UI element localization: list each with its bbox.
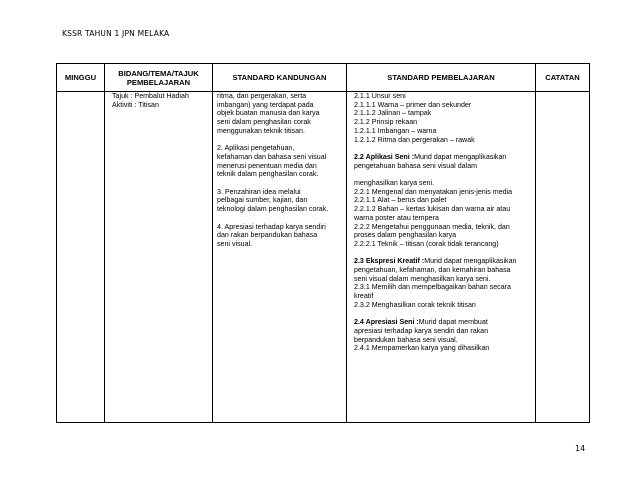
text-line: 2.2.2.1 Teknik – titisan (corak tidak terancang) bbox=[354, 239, 499, 248]
text-line: objek buatan manusia dan karya bbox=[217, 109, 320, 118]
column-header-minggu: MINGGU bbox=[57, 64, 105, 92]
text-line: 1.2.1.1 Imbangan – warna bbox=[354, 126, 437, 135]
text-line: menggunakan teknik titisan. bbox=[217, 126, 305, 135]
text-line: berpandukan bahasa seni visual. bbox=[354, 335, 458, 344]
cell-bidang bbox=[105, 92, 213, 423]
text-line: 2.2.1.1 Alat – berus dan palet bbox=[354, 196, 447, 205]
cell-catatan bbox=[536, 92, 590, 423]
text-line: 2.4.1 Mempamerkan karya yang dihasilkan bbox=[354, 344, 490, 353]
sp-section-2-1 bbox=[354, 92, 531, 144]
text-line: 2.3.2 Menghasilkan corak teknik titisan bbox=[354, 300, 476, 309]
text-line: imbangan) yang terdapat pada bbox=[217, 100, 314, 109]
text-line: 2.3.1 Memilih dan mempelbagaikan bahan secara bbox=[354, 283, 511, 292]
table-row bbox=[57, 92, 590, 423]
text-line: dan rakan berpandukan bahasa bbox=[217, 231, 318, 240]
text-line: 2.1.1 Unsur seni bbox=[354, 92, 406, 100]
text-line: menerusi penentuan media dan bbox=[217, 161, 317, 170]
cell-minggu bbox=[57, 92, 105, 423]
text-line: 2.2.1 Mengenal dan menyatakan jenis-jenis media bbox=[354, 187, 513, 196]
text-span: Murid dapat membuat bbox=[418, 318, 488, 327]
text-line: pengetahuan bahasa seni visual dalam bbox=[354, 161, 478, 170]
section-heading: 2.4 Apresiasi Seni : bbox=[354, 318, 419, 327]
sp-section-2-2 bbox=[354, 153, 531, 170]
sk-paragraph-4 bbox=[217, 223, 342, 249]
text-line: ritma, dan pergerakan, serta bbox=[217, 92, 307, 100]
text-line bbox=[354, 153, 531, 162]
text-line bbox=[354, 318, 531, 327]
cell-standard-pembelajaran bbox=[347, 92, 536, 423]
text-line: proses dalam penghasilan karya bbox=[354, 231, 457, 240]
text-line: warna poster atau tempera bbox=[354, 213, 439, 222]
section-heading: 2.2 Aplikasi Seni : bbox=[354, 152, 415, 161]
text-line: 2.1.1.2 Jalinan – tampak bbox=[354, 109, 432, 118]
text-line: pengetahuan, kefahaman, dan kemahiran bahasa bbox=[354, 266, 511, 275]
sk-paragraph-3 bbox=[217, 188, 342, 214]
document-header: KSSR TAHUN 1 JPN MELAKA bbox=[62, 29, 170, 38]
section-heading: 2.3 Ekspresi Kreatif : bbox=[354, 257, 425, 266]
text-line: 2.1.2 Prinsip rekaan bbox=[354, 118, 418, 127]
text-line: teknik dalam penghasilan corak. bbox=[217, 170, 319, 179]
column-header-catatan: CATATAN bbox=[536, 64, 590, 92]
column-header-standard-pembelajaran: STANDARD PEMBELAJARAN bbox=[347, 64, 536, 92]
text-line: 2. Aplikasi pengetahuan, bbox=[217, 144, 295, 153]
column-header-bidang: BIDANG/TEMA/TAJUK PEMBELAJARAN bbox=[105, 64, 213, 92]
sk-paragraph-1 bbox=[217, 92, 342, 136]
sp-section-2-2-detail bbox=[354, 179, 531, 249]
text-span: Murid dapat mengaplikasikan bbox=[414, 152, 507, 161]
sk-paragraph-2 bbox=[217, 144, 342, 179]
text-span: Murid dapat mengaplikasikan bbox=[424, 257, 517, 266]
text-line: apresiasi terhadap karya sendiri dan rakan bbox=[354, 326, 489, 335]
text-line: 4. Apresiasi terhadap karya sendiri bbox=[217, 222, 326, 231]
text-line: seni visual. bbox=[217, 239, 253, 248]
lesson-plan-table bbox=[56, 63, 590, 423]
text-line: kefahaman dan bahasa seni visual bbox=[217, 152, 327, 161]
text-line: pelbagai sumber, kajian, dan bbox=[217, 196, 308, 205]
text-line bbox=[354, 257, 531, 266]
text-line: 2.1.1.1 Warna – primer dan sekunder bbox=[354, 100, 472, 109]
bidang-aktiviti: Aktiviti : Titisan bbox=[112, 100, 159, 109]
page-number: 14 bbox=[575, 444, 586, 453]
table-header-row bbox=[57, 64, 590, 92]
text-line: kreatif bbox=[354, 292, 374, 301]
bidang-tajuk: Tajuk : Pembalut Hadiah bbox=[112, 92, 189, 100]
column-header-standard-kandungan: STANDARD KANDUNGAN bbox=[213, 64, 347, 92]
text-line: menghasilkan karya seni. bbox=[354, 179, 435, 187]
text-line: seni dalam penghasilan corak bbox=[217, 118, 311, 127]
text-line: 3. Penzahiran idea melalui bbox=[217, 187, 301, 196]
sp-section-2-3 bbox=[354, 257, 531, 309]
cell-standard-kandungan bbox=[213, 92, 347, 423]
text-line: 1.2.1.2 Ritma dan pergerakan – rawak bbox=[354, 135, 475, 144]
text-line: 2.2.1.2 Bahan – kertas lukisan dan warna air atau bbox=[354, 205, 511, 214]
text-line: seni visual dalam menghasilkan karya seni. bbox=[354, 274, 491, 283]
text-line: 2.2.2 Mengetahui penggunaan media, teknik, dan bbox=[354, 222, 510, 231]
sp-section-2-4 bbox=[354, 318, 531, 353]
text-line: teknologi dalam penghasilan corak. bbox=[217, 205, 329, 214]
